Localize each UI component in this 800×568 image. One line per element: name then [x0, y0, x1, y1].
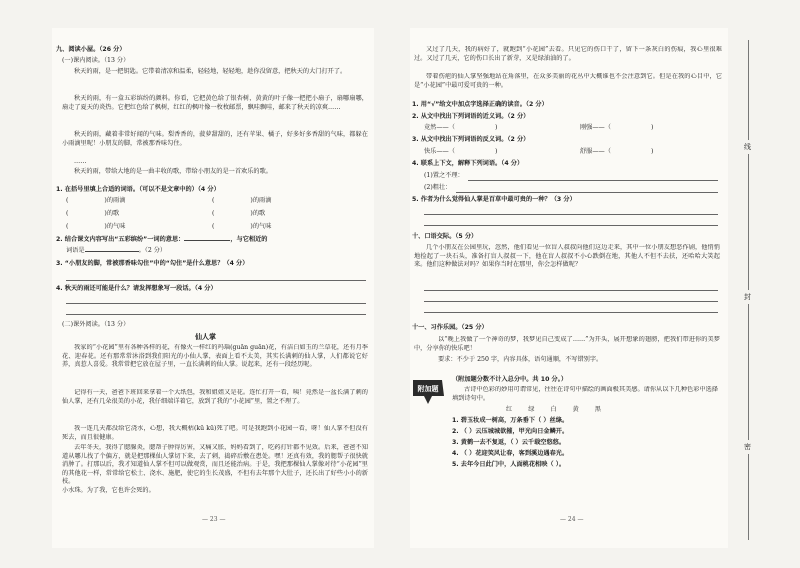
passage-p2: 秋天的雨，有一盒五彩缤纷的颜料。你看，它把黄色给了银杏树，黄黄的叶子像一把把小扇子，扇哪扇哪，扇走了夏天的炎热。它把红色给了枫树，红红的枫叶像一枚枚邮票，飘哇飘哇，邮来了秋天的凉爽……: [62, 95, 368, 111]
fill-blank[interactable]: ( )的歌: [66, 210, 120, 217]
oral-passage: 几个小朋友在公园里玩，忽然，他们看见一位盲人叔叔向他们这边走来，其中一位小朋友想恶作剧，他悄悄地捡起了一块石头，准备打盲人叔叔一下，他在盲人叔叔不小心跌倒在地，其他人不但不去扶，还哈哈大笑起来。他们这种做法对吗？如果你当时在那里，你会怎样做呢？: [414, 244, 720, 269]
bonus-title: （附加题分数不计入总分中。共 10 分。）: [452, 376, 568, 383]
fill-blank[interactable]: ( )的气味: [212, 223, 272, 230]
synonym-2[interactable]: 刚强——（ ): [580, 124, 654, 131]
answer-line[interactable]: [66, 314, 366, 315]
story-p4: 去年冬天，我得了腮腺炎，腮帮子肿得厉害，又痛又胀，妈妈看到了，吃药打针都不见效。后来，爸爸不知道从哪儿找了个偏方，就是把那棵仙人掌切下来，去了刺，捣碎后敷在患处。嘿！还真有效，我的腮帮子很快就消肿了。打那以后，我才知道仙人掌不但可以做观赏，而且还能治病。于是，我把那棵仙人掌像对待“小花园”里的其他花一样，常常给它松土、浇水、施肥，使它的生长茂盛，不但有去年那个大肚子，还长出了好些小小的新枝。: [62, 444, 368, 486]
composition-prompt: 以“晚上我做了一个神奇的梦，我梦见自己变成了……”为开头，展开想象的翅膀，把我们带进你的美梦中，分享你的快乐吧！: [414, 336, 720, 352]
story-p6: 又过了几天，我的病好了，就跑到“小花园”去看。只见它的伤口干了，留下一条灰白的伤痕，我心里很难过。又过了几天，它的伤口长出了新芽，又是绿油油的了。: [414, 46, 722, 62]
part2-title: (二)课外阅读。（13 分）: [62, 321, 130, 328]
fill-blank[interactable]: ( )的雨滴: [66, 197, 126, 204]
composition-requirement: 要求：不少于 250 字，内容具体，语句通顺，不写错别字。: [438, 356, 603, 363]
story-title: 仙人掌: [195, 333, 216, 341]
badge-label: 附加题: [417, 385, 439, 393]
part1-title: (一)课内阅读。（13 分）: [62, 57, 130, 64]
story-p1: 我家的“小花园”里有各种各样的花，有像火一样红的玛瑙(guān guān)花，有洁白如玉的兰草花，还有月季花、迎春花。还有那常常沐浴到我们阳光的小仙人掌，表面上看不太美，其实长满刺的仙人掌，人们都说它好养，真惹人喜爱。我常常把它放在屋子里，一直长满刺的仙人掌。说起来，还有一段经历呢。: [62, 344, 368, 369]
page-number: — 24 —: [560, 516, 584, 523]
fill-blank[interactable]: ( )的气味: [66, 223, 126, 230]
answer-blank[interactable]: [184, 240, 230, 241]
section9-title: 九、阅读小屋。（26 分）: [56, 46, 126, 53]
synonym-1[interactable]: 竟然——（ ): [424, 124, 498, 131]
color-options: 红 绿 白 黄 黑: [506, 406, 601, 413]
bonus-badge-icon: [410, 376, 446, 406]
story-p3: 我一连几天都没给它浇水，心想，我大概枯(kū kū)死了吧。可是我跑到小花园一看，呀！仙人掌不但没有死去，而且很健康。: [62, 425, 368, 441]
section10-title: 十、口语交际。（5 分）: [412, 233, 478, 240]
poem-line[interactable]: 4. （ ）花迎笑风让春，客到溪边遇春光。: [452, 450, 569, 457]
r-question-3: 3. 从文中找出下列词语的反义词。（2 分）: [412, 136, 530, 143]
antonym-2[interactable]: 舒服——（ ): [580, 148, 654, 155]
story-p2: 记得有一天，爸爸下班回来拿着一个大纸包，我和姐姐又是花。连忙打开一看，咦！竟然是一盆长满了刺的仙人掌，还有几朵很美的小花，我仔细端详着它，放到了我的“小花园”里，置之不理了。: [62, 389, 368, 405]
poem-line[interactable]: 1. 碧玉妆成一树高，万条垂下（ ）丝绦。: [452, 417, 569, 424]
question-2-line2: 词语是 。（2 分）: [66, 247, 167, 254]
poem-line[interactable]: 2. （ ）云压城城欲摧，甲光向日金鳞开。: [452, 428, 569, 435]
question-3: 3. “小朋友的脚，常被那香味勾住”中的“勾住”是什么意思？（4 分）: [56, 260, 249, 267]
passage-ellipsis: ……: [74, 158, 87, 165]
question-2: 2. 结合课文内容写出“五彩缤纷”一词的意思： ，与它相近的: [56, 236, 268, 243]
bonus-intro: 古诗中色彩的妙用可谓常见，往往在诗句中描绘的画面极其美感。请你从以下几种色彩中选择填到诗句中。: [452, 386, 718, 402]
answer-blank[interactable]: [85, 251, 139, 252]
poem-line[interactable]: 3. 黄鹤一去不复返，（ ）云千载空悠悠。: [452, 439, 566, 446]
fill-blank[interactable]: ( )的雨滴: [212, 197, 272, 204]
poem-line[interactable]: 5. 去年今日此门中，人面桃花相映（ ）。: [452, 461, 566, 468]
r-question-1: 1. 用“√”给文中加点字选择正确的读音。（2 分）: [412, 101, 548, 108]
passage-p1: 秋天的雨，是一把钥匙。它带着清凉和温柔，轻轻地，轻轻地，趁你没留意，把秋天的大门打开了。: [74, 68, 347, 75]
answer-line[interactable]: [424, 312, 718, 313]
r-question-5: 5. 作者为什么觉得仙人掌是百草中最可贵的一种？（3 分）: [412, 196, 576, 203]
passage-p4: 秋天的雨，带给大地的是一曲丰收的歌，带给小朋友的是一首欢乐的歌。: [74, 168, 272, 175]
answer-line[interactable]: [424, 290, 718, 291]
question-4: 4. 秋天的雨还可能是什么？请发挥想象写一段话。（4 分）: [56, 285, 217, 292]
answer-line[interactable]: [66, 280, 366, 281]
r-question-4: 4. 联系上下文，解释下列词语。（4 分）: [412, 160, 524, 167]
answer-line[interactable]: [424, 301, 718, 302]
story-p7: 带着伤疤的仙人掌坚强地站在角落里，在众多美丽的花丛中大概谁也不会注意到它。但是在我的心目中，它是“小花园”中最可爱可贵的一种。: [414, 73, 722, 89]
antonym-1[interactable]: 快乐——（ ): [424, 148, 498, 155]
explain-2: (2)粗壮：: [424, 184, 452, 191]
fill-blank[interactable]: ( )的歌: [212, 210, 266, 217]
answer-line[interactable]: [424, 225, 718, 226]
passage-p3: 秋天的雨，藏着非常好闻的气味。梨香香的，菠萝甜甜的，还有苹果、橘子，好多好多香甜的气味，都躲在小雨滴里呢！小朋友的脚，常被那香味勾住。: [62, 131, 368, 147]
page-number: — 23 —: [202, 516, 226, 523]
left-page: [52, 28, 374, 548]
question-1: 1. 在括号里填上合适的词语。（可以不是文章中的）（4 分）: [56, 186, 220, 193]
answer-line[interactable]: [66, 303, 366, 304]
margin-label-seal: 封: [744, 290, 751, 304]
story-p5: 小水珠。为了我，它也许会死的。: [62, 487, 155, 494]
margin-label-line: 线: [744, 140, 751, 154]
explain-1: (1)置之不理：: [424, 172, 464, 179]
section11-title: 十一、习作乐园。（25 分）: [412, 324, 488, 331]
margin-label-secret: 密: [744, 440, 751, 454]
answer-line[interactable]: [456, 192, 718, 193]
answer-line[interactable]: [424, 214, 718, 215]
r-question-2: 2. 从文中找出下列词语的近义词。（2 分）: [412, 113, 530, 120]
right-page: [410, 28, 728, 548]
answer-line[interactable]: [468, 180, 718, 181]
